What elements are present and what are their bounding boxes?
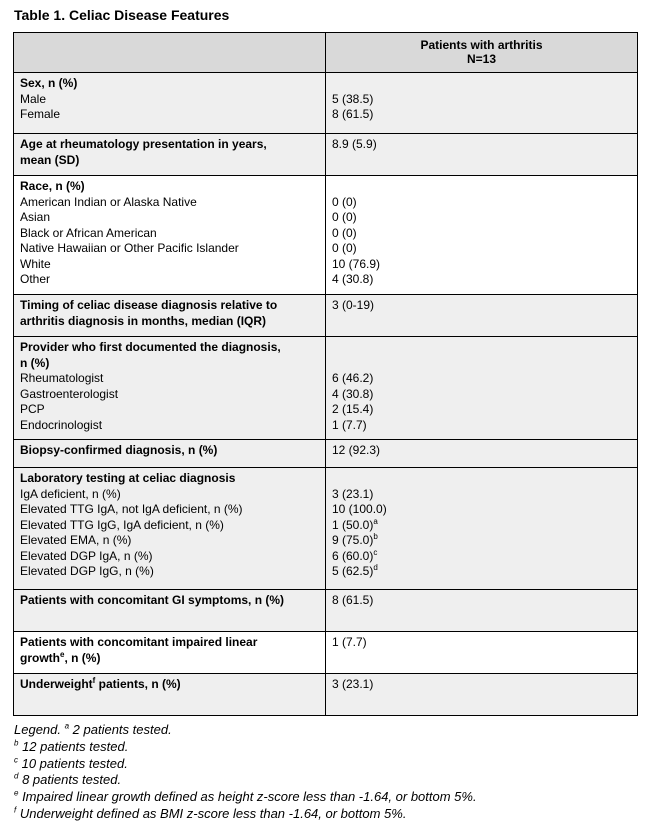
- row-label: Sex, n (%): [20, 76, 78, 90]
- footnote-marker: e: [60, 649, 65, 659]
- row-item: Male: [20, 91, 47, 106]
- row-value: 5 (38.5): [332, 91, 374, 106]
- row-value: 0 (0): [332, 225, 357, 240]
- row-value: 0 (0): [332, 241, 357, 255]
- row-label-line-2: growth$^e$, n (%): [20, 649, 101, 665]
- row-item: Elevated DGP IgA, n (%): [20, 548, 153, 563]
- table-row-timing: [14, 295, 638, 337]
- header-empty-cell: [14, 33, 326, 73]
- row-item: Black or African American: [20, 225, 157, 240]
- row-label-line-2: arthritis diagnosis in months, median (IQR): [20, 313, 267, 328]
- row-value: 1 (7.7): [332, 635, 367, 649]
- row-item: Asian: [20, 210, 51, 224]
- row-item: Elevated TTG IgG, IgA deficient, n (%): [20, 517, 224, 532]
- row-value: 10 (100.0): [332, 502, 387, 516]
- row-item: White: [20, 256, 51, 271]
- row-value: 2 (15.4): [332, 402, 374, 416]
- row-value: 4 (30.8): [332, 386, 374, 401]
- footnote-marker: b: [373, 532, 378, 541]
- legend-line: $^d$ 8 patients tested.: [14, 772, 122, 788]
- row-item: IgA deficient, n (%): [20, 486, 121, 501]
- table-row-growth: [14, 632, 638, 674]
- header-column-label: [326, 33, 638, 73]
- row-item: Gastroenterologist: [20, 386, 119, 401]
- table-row-sex: [14, 73, 638, 134]
- legend-line: $^e$ Impaired linear growth defined as height z-score less than -1.64, or bottom 5%.: [14, 788, 477, 805]
- row-value: 0 (0): [332, 194, 357, 209]
- row-label-line-1: Provider who first documented the diagnosis,: [20, 340, 281, 354]
- table-row-gi: [14, 590, 638, 632]
- row-value: 0 (0): [332, 210, 357, 224]
- footnote-marker: a: [373, 516, 378, 526]
- row-item: Elevated TTG IgA, not IgA deficient, n (%): [20, 502, 243, 516]
- table-row-biopsy: [14, 440, 638, 468]
- table-row-underweight: [14, 674, 638, 716]
- row-label-line-1: Timing of celiac disease diagnosis relative to: [20, 298, 278, 312]
- row-item: Elevated EMA, n (%): [20, 533, 132, 547]
- row-item: Other: [20, 272, 51, 286]
- row-item: Native Hawaiian or Other Pacific Islander: [20, 241, 239, 255]
- row-value: 9 $(75.0)^b$: [332, 532, 378, 547]
- row-value: 8 (61.5): [332, 107, 374, 121]
- table-title: Table 1. Celiac Disease Features: [14, 7, 230, 23]
- row-item: PCP: [20, 402, 45, 416]
- row-value: 8.9 (5.9): [332, 137, 377, 151]
- legend-line: $^f$ Underweight defined as BMI z-score less than -1.64, or bottom 5%.: [14, 805, 407, 821]
- row-value: 12 (92.3): [332, 443, 381, 457]
- row-value: 3 (23.1): [332, 486, 374, 501]
- table-row-age: [14, 134, 638, 176]
- row-label: Underweight$^f$ patients, n (%): [20, 676, 181, 691]
- table-legend: [14, 722, 477, 823]
- legend-line: $^b$ 12 patients tested.: [14, 738, 129, 754]
- footnote-marker: c: [373, 547, 378, 557]
- table-row-lab: [14, 468, 638, 590]
- row-value: 1 (7.7): [332, 417, 367, 432]
- row-item: Endocrinologist: [20, 417, 103, 432]
- features-table: [13, 32, 638, 716]
- row-value: 6 (46.2): [332, 371, 374, 385]
- row-value: 4 (30.8): [332, 272, 374, 286]
- row-value: 8 (61.5): [332, 593, 374, 607]
- header-line-1: Patients with arthritis: [420, 38, 543, 52]
- legend-line: Legend. $^a$ 2 patients tested.: [14, 721, 172, 737]
- row-item: American Indian or Alaska Native: [20, 194, 197, 209]
- row-value: 5 $(62.5)^d$: [332, 563, 378, 578]
- table-row-provider: [14, 337, 638, 440]
- row-item: Rheumatologist: [20, 371, 104, 385]
- footnote-marker: d: [373, 563, 378, 572]
- row-value: 6 $(60.0)^c$: [332, 547, 378, 563]
- legend-line: $^c$ 10 patients tested.: [14, 755, 128, 771]
- row-label-line-2: mean (SD): [20, 152, 80, 167]
- header-line-2: N=13: [466, 52, 497, 66]
- row-label-line-1: Patients with concomitant impaired linear: [20, 635, 258, 649]
- row-label: Biopsy-confirmed diagnosis, n (%): [20, 443, 218, 457]
- table-row-race: [14, 176, 638, 295]
- row-label: Race, n (%): [20, 179, 85, 193]
- table-header-row: [14, 33, 638, 73]
- row-value: 3 (0-19): [332, 298, 375, 312]
- row-item: Female: [20, 107, 61, 121]
- row-value: 3 (23.1): [332, 677, 374, 691]
- row-label: Patients with concomitant GI symptoms, n (%): [20, 593, 285, 607]
- footnote-marker: f: [92, 676, 96, 685]
- row-label-line-2: n (%): [20, 355, 50, 370]
- row-label: Laboratory testing at celiac diagnosis: [20, 471, 236, 485]
- row-label-line-1: Age at rheumatology presentation in years,: [20, 137, 267, 151]
- row-value: 10 (76.9): [332, 256, 381, 271]
- row-item: Elevated DGP IgG, n (%): [20, 564, 154, 578]
- row-value: 1 $(50.0)^a$: [332, 516, 378, 532]
